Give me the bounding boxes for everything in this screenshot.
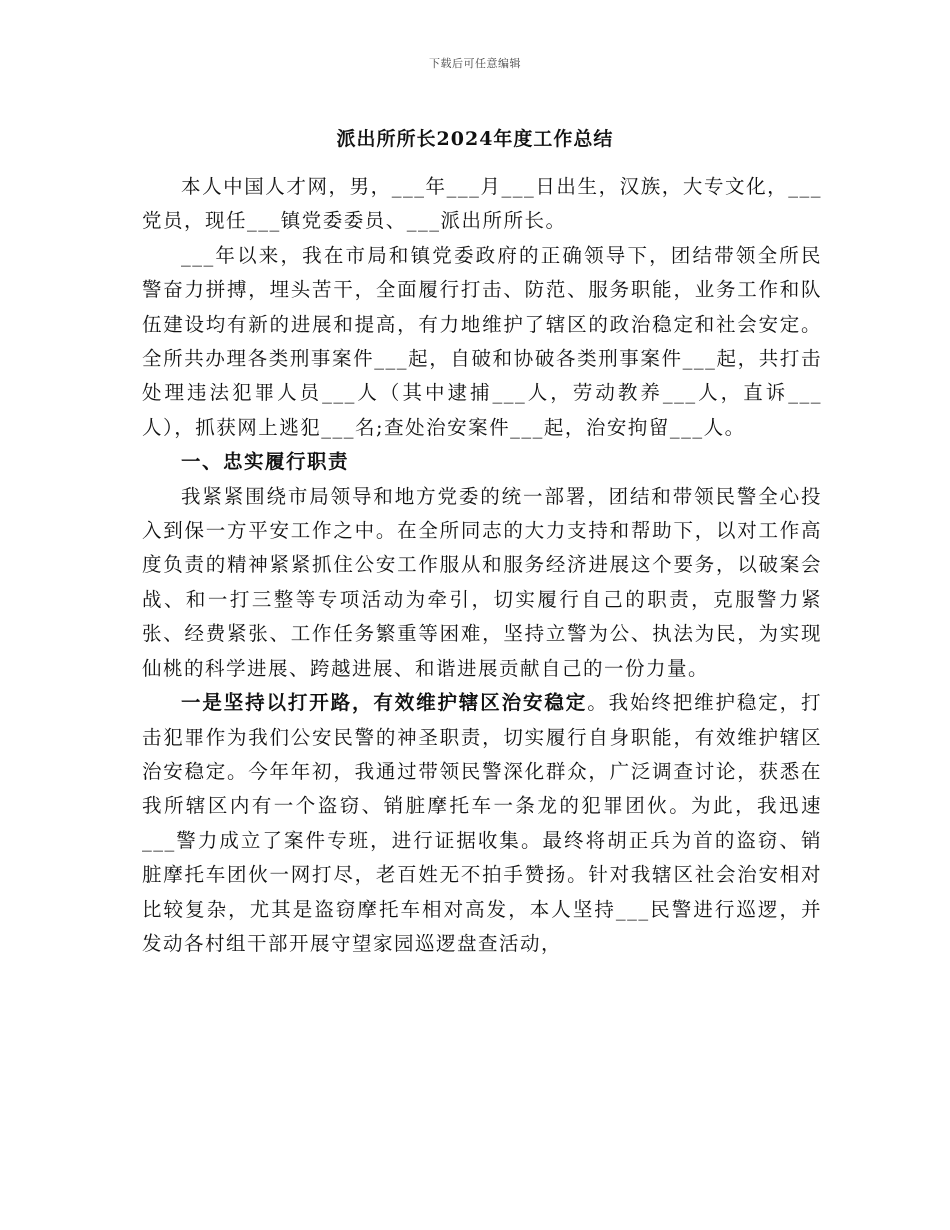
document-body	[142, 170, 822, 961]
paragraph-summary: ___年以来，我在市局和镇党委政府的正确领导下，团结带领全所民警奋力拼搏，埋头苦干，全面履行打击、防范、服务职能，业务工作和队伍建设均有新的进展和提高，有力地维护了辖区的政治稳定和社会安定。全所共办理各类刑事案件___起，自破和协破各类刑事案件___起，共打击处理违法犯罪人员___人（其中逮捕___人，劳动教养___人，直诉___人），抓获网上逃犯___名;查处治安案件___起，治安拘留___人。	[142, 243, 822, 439]
paragraph-section-1: 我紧紧围绕市局领导和地方党委的统一部署，团结和带领民警全心投入到保一方平安工作之中。在全所同志的大力支持和帮助下，以对工作高度负责的精神紧紧抓住公安工作服从和服务经济进展这个要务，以破案会战、和一打三整等专项活动为牵引，切实履行自己的职责，克服警力紧张、经费紧张、工作任务繁重等困难，坚持立警为公、执法为民，为实现仙桃的科学进展、跨越进展、和谐进展贡献自己的一份力量。	[142, 484, 822, 680]
point-1-lead: 一是坚持以打开路，有效维护辖区治安稳定	[181, 691, 588, 715]
paragraph-point-1	[142, 686, 822, 961]
paragraph-intro: 本人中国人才网，男，___年___月___日出生，汉族，大专文化，___党员，现任___镇党委委员、___派出所所长。	[142, 175, 822, 233]
point-1-text: 。我始终把维护稳定，打击犯罪作为我们公安民警的神圣职责，切实履行自身职能，有效维护辖区治安稳定。今年年初，我通过带领民警深化群众，广泛调查讨论，获悉在我所辖区内有一个盗窃、销脏摩托车一条龙的犯罪团伙。为此，我迅速___警力成立了案件专班，进行证据收集。最终将胡正兵为首的盗窃、销脏摩托车团伙一网打尽，老百姓无不拍手赞扬。针对我辖区社会治安相对比较复杂，尤其是盗窃摩托车相对高发，本人坚持___民警进行巡逻，并发动各村组干部开展守望家园巡逻盘查活动，	[142, 691, 822, 955]
watermark-text: 下载后可任意编辑	[429, 57, 521, 70]
section-heading-1: 一、忠实履行职责	[181, 450, 350, 474]
document-title: 派出所所长2024年度工作总结	[336, 128, 614, 150]
